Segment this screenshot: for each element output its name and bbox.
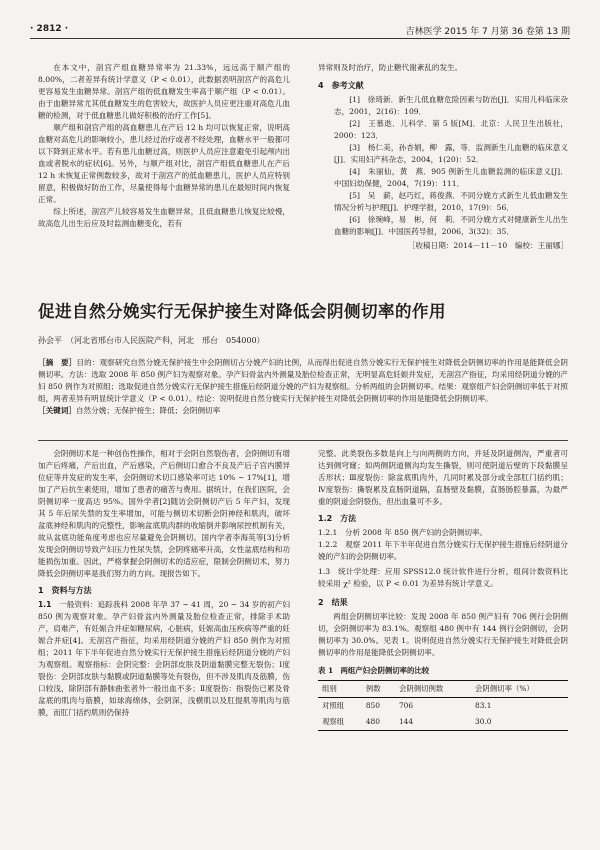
article-author: 孙会平 （河北省邢台市人民医院产科，河北 邢台 054000） [38, 336, 265, 345]
prev-paragraph: 综上所述，剖宫产儿较容易发生血糖异常，且低血糖患儿恢复比较慢，故高危儿出生后应及时监测血糖变化，若有 [38, 207, 290, 228]
journal-header: 吉林医学 2015 年 7 月第 36 卷第 13 期 [405, 27, 570, 37]
header-divider [30, 38, 570, 39]
reference-item: [4] 朱丽仙，黄 燕．905 例新生儿血糖监测的临床意义[J]．中国妇幼保健，2004，7(19)：111． [334, 167, 568, 188]
table-cell: 对照组 [322, 701, 345, 710]
section-heading-methods: 1 资料与方法 [38, 586, 92, 595]
page-number: · 2812 · [30, 24, 69, 34]
reference-item: [6] 徐琬峰，易 彬，何 莉．不同分娩方式对健康新生儿出生血糖的影响[J]．中国医药导报，2006，3(32)：35． [334, 215, 568, 236]
section-heading-method: 1.2 方法 [318, 514, 357, 523]
continued-paragraph: 完整。此类裂伤多数是向上与向两侧的方向，并延及阴道侧沟，严重者可达到侧穹窿；如两侧阴道侧沟均发生撕裂，则可使阴道后壁的下段黏膜呈舌形状；Ⅲ度裂伤：除盆底肌肉外，几同时累及部分或全部肛门括约肌；Ⅳ度裂伤：撕裂累及直肠阴道隔，直肠壁及黏膜，直肠肠腔暴露，为最严重的阴道会阴裂伤，但出血量可不多。 [318, 449, 568, 506]
table-header: 会阴侧切率（%） [471, 681, 568, 698]
prev-paragraph-end: 异常则及时治疗，防止糖代谢紊乱的发生。 [318, 63, 463, 72]
article-right-column [318, 448, 568, 731]
reference-item: [2] 王慕逖．儿科学．第 5 版[M]．北京：人民卫生出版社，2000：123． [334, 119, 568, 140]
section-heading-results: 2 结果 [318, 598, 348, 607]
results-table [318, 680, 568, 731]
method-item: 1.2.1 分析 2008 年 850 例产妇的会阴侧切率。 [318, 528, 488, 537]
table-caption: 表 1 两组产妇会阴侧切率的比较 [318, 666, 430, 675]
reference-item: [5] 吴 薪，赵巧红，蒋俊燕．不同分娩方式新生儿低血糖发生情况分析与护理[J]．护理学报，2010，17(9)：56． [334, 191, 568, 212]
reference-item: [3] 杨仁美，孙杏娟，柳 露，等．监测新生儿血糖的临床意义[J]．实用妇产科杂志，2004，1(20)：52． [334, 143, 568, 164]
abstract-label: ［摘 要］ [38, 358, 77, 367]
received-date: ［收稿日期：2014－11－10 编校：王丽娜］ [407, 241, 568, 250]
subsection-number: 1.1 [38, 600, 52, 609]
table-cell: 850 [365, 701, 380, 710]
intro-paragraph: 会阴侧切术是一种创伤性操作，相对于会阴自然裂伤者，会阴侧切有增加产后疼痛，产后出血，产后感染，产后侧切口愈合不良及产后子宫内膜异位症等并发症的发生率，会阴侧切术切口感染率可达 10% ~ 17%[1]，增加了产后抗生素使用，增加了患者的痛苦与费用。据统计，在我们医院，会阴侧切率一度高达 95%。国外学者[2]随访会阴侧切产后 5 年产妇，发现其 5 年后尿失禁的发生率增加，可能与侧切术切断会阴神经和肌肉，破坏盆底神经和肌肉的完整性，影响盆底肌肉群的收缩倒并影响尿控机制有关，故从盆底功能角度考虑也应尽量避免会阴侧切。国内学者李海英等[3]分析发现会阴侧切导致产妇压力性尿失禁，会阴疼痛率升高，女性盆底结构和功能损伤加重。因此，严格掌握会阴侧切术的适应症，限制会阴侧切术，努力降低会阴侧切率是我们努力的方向。现报告如下。 [38, 449, 290, 578]
table-row [318, 698, 568, 715]
prev-paragraph: 顺产组和剖宫产组的高血糖患儿在产后 12 h 均可以恢复正常，说明高血糖对高危儿的影响较小，患儿经过治疗或者不经处理，血糖水平一般都可以下降到正常水平。若有患儿血糖过高，则医护人员应注意避免引起颅内出血或者脱水的症状[6]。另外，与顺产组对比，剖宫产组低血糖患儿在产后 12 h 未恢复正常例数较多，故对于剖宫产的低血糖患儿，医护人员应特别留意，积极做好防治工作，尽量使得每个血糖异常的患儿在最短时间内恢复正常。 [38, 123, 290, 204]
table-cell: 706 [398, 701, 414, 710]
results-paragraph: 两组会阴侧切率比较：发现 2008 年 850 例产妇有 706 例行会阴侧切，会阴侧切率为 83.1%。观察组 480 例中有 144 例行会阴侧切，会阴侧切率为 30.0%。见表 1。说明促进自然分娩实行无保护接生对降低会阴侧切率的作用是能降低会阴侧切率。 [318, 612, 568, 657]
abstract-text: 目的：观察研究自然分娩无保护接生中会阴侧切占分娩产妇的比例，从而得出促进自然分娩实行无保护接生对降低会阴侧切率的作用是能降低会阴侧切率。方法：选取 2008 年 850 例产妇为观察对象。孕产妇骨盆内外测量及胎位检查正常，无明显高危妊娠并发症，无剖宫产指征，均采用经阴道分娩的产妇 850 例作为对照组；选取促进自然分娩实行无保护接生措施后经阴道分娩的产妇为观察组。分析两组的会阴侧切率。结果：观察组产妇会阴侧切率低于对照组，两者差异有明显统计学意义（P < 0.01）。结论：说明促进自然分娩实行无保护接生对降低会阴侧切率的作用是能降低会阴侧切率。 [38, 358, 569, 403]
table-cell: 83.1 [475, 701, 492, 710]
general-data-text: 一般资料：追踪我科 2008 年孕 37 ~ 41 周，20 ~ 34 岁的初产妇 850 例为观察对象。孕产妇骨盆内外测量及胎位检查正常，排除手术助产，肩难产，有妊娠合并症如糖尿病，心脏病，妊娠高血压疾病等严重的妊娠合并症[4]。无剖宫产指征，均采用经阴道分娩的产妇 850 例作为对照组；2011 年下半年促进自然分娩实行无保护接生措施后经阴道分娩的产妇为观察组。观察指标：会阴完整：会阴部皮肤及阴道黏膜完整无裂伤；Ⅰ度裂伤：会阴部皮肤与黏膜或阴道黏膜等处有裂伤，但不涉及肌肉及筋膜，伤口较浅，除阴部有静脉曲张者外一般出血不多；Ⅱ度裂伤：指裂伤已累及骨盆底的肌肉与筋膜，如球海绵体，会阴深，浅横肌以及肛提肌等肌肉与筋膜，而肛门括约肌则仍保持 [38, 600, 290, 717]
table-header: 会阴侧切例数 [395, 681, 471, 698]
prev-article-right-column [318, 62, 568, 252]
method-item: 1.2.2 观察 2011 年下半年促进自然分娩实行无保护接生措施后经阴道分娩的产妇的会阴侧切率。 [318, 540, 568, 561]
article-left-column [38, 448, 290, 719]
statistics-text: 1.3 统计学处理：应用 SPSS12.0 统计软件进行分析，组间计数资料比较采用 χ² 检验，以 P < 0.01 为差异有统计学意义。 [318, 567, 568, 588]
table-header: 组别 [318, 681, 362, 698]
abstract-block [38, 357, 568, 417]
article-title: 促进自然分娩实行无保护接生对降低会阴侧切率的作用 [38, 302, 446, 321]
table-cell: 观察组 [318, 714, 362, 731]
table-cell: 480 [362, 714, 395, 731]
table-cell: 144 [395, 714, 471, 731]
prev-article-left-column [38, 62, 290, 230]
keywords-text: 自然分娩；无保护接生；降低；会阴侧切率 [75, 406, 221, 415]
abstract-divider [38, 440, 568, 441]
references-heading: 4 参考文献 [318, 81, 364, 90]
table-row [318, 714, 568, 731]
prev-paragraph: 在本文中，剖宫产组血糖异常率为 21.33%，远远高于顺产组的 8.00%，二者差异有统计学意义（P < 0.01），此数据表明剖宫产的高危儿更容易发生血糖异常。剖宫产组的低血糖发生率高于顺产组（P < 0.01）。由于血糖异常尤其低血糖发生的危害较大，故医护人员应更注重对高危儿血糖的检测，对于低血糖患儿做好积极的治疗工作[5]。 [38, 63, 290, 120]
table-cell: 30.0 [471, 714, 568, 731]
keywords-label: ［关键词］ [38, 406, 76, 415]
reference-item: [1] 徐琦新．新生儿低血糖危险因素与防治[J]．实用儿科临床杂志，2001，2(16)：109． [334, 95, 568, 116]
table-header: 例数 [362, 681, 395, 698]
